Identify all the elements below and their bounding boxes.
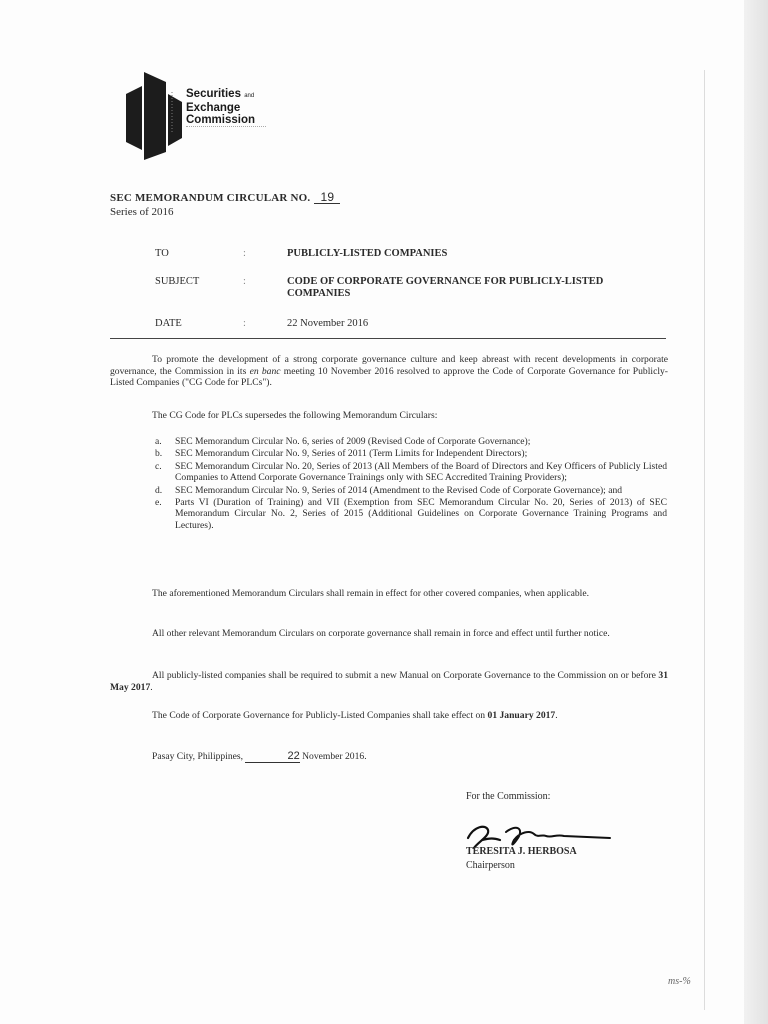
list-item bbox=[155, 485, 667, 496]
page-handwritten-mark: ms-% bbox=[668, 976, 691, 987]
for-the-commission: For the Commission: bbox=[466, 791, 551, 802]
subject-value: CODE OF CORPORATE GOVERNANCE FOR PUBLICLY-LISTED COMPANIES bbox=[287, 276, 604, 299]
list-item-text: SEC Memorandum Circular No. 6, series of 2009 (Revised Code of Corporate Governance); bbox=[175, 436, 531, 447]
paragraph-supersedes: The CG Code for PLCs supersedes the following Memorandum Circulars: bbox=[152, 410, 438, 421]
list-item-text: SEC Memorandum Circular No. 9, Series of 2014 (Amendment to the Revised Code of Corporate Governance); and bbox=[175, 484, 623, 496]
paragraph-effectivity bbox=[110, 710, 668, 722]
memo-series: Series of 2016 bbox=[110, 206, 174, 218]
list-item bbox=[155, 436, 667, 447]
list-item-text: Parts VI (Duration of Training) and VII (Exemption from SEC Memorandum Circular No. 20, Series of 2013) of SEC Memorandum Circular No. 2, Series of 2015 (Additional Guidelines on Corporate Governance Training Programs and Lectures). bbox=[175, 497, 667, 531]
to-value: PUBLICLY-LISTED COMPANIES bbox=[287, 248, 448, 259]
place-date-text: November 2016. bbox=[299, 751, 367, 762]
intro-text-emphasis: en banc bbox=[249, 365, 281, 377]
signer-title: Chairperson bbox=[466, 860, 515, 871]
list-item bbox=[155, 461, 667, 484]
page-edge-shadow bbox=[744, 0, 768, 1024]
paragraph-manual-deadline bbox=[110, 670, 668, 693]
memo-heading-label: SEC MEMORANDUM CIRCULAR NO. bbox=[110, 192, 311, 204]
effectivity-text-c: . bbox=[555, 710, 558, 721]
superseded-circulars-list bbox=[155, 436, 667, 532]
paragraph-place-date bbox=[110, 751, 668, 763]
to-colon: : bbox=[243, 248, 246, 259]
page-fold-line bbox=[704, 70, 705, 1010]
list-item-letter: e. bbox=[155, 497, 162, 509]
list-item-text: SEC Memorandum Circular No. 20, Series of 2013 (All Members of the Board of Directors and Key Officers of Publicly Listed Companies to Attend Corporate Governance Trainings only with SEC Accredited Training Providers); bbox=[175, 460, 667, 484]
paragraph-remain-effect: The aforementioned Memorandum Circulars shall remain in effect for other covered companies, when applicable. bbox=[152, 588, 589, 599]
memo-number: 19 bbox=[314, 191, 340, 204]
header-divider bbox=[110, 338, 666, 339]
manual-text-c: . bbox=[150, 681, 153, 693]
list-item-text: SEC Memorandum Circular No. 9, Series of 2011 (Term Limits for Independent Directors); bbox=[175, 448, 528, 460]
list-item-letter: b. bbox=[155, 448, 163, 460]
subject-colon: : bbox=[243, 276, 246, 287]
manual-text-a: All publicly-listed companies shall be required to submit a new Manual on Corporate Governance to the Commission on or before bbox=[152, 670, 659, 681]
list-item bbox=[155, 497, 667, 531]
intro-text-b: meeting 10 November 2016 resolved to approve the Code of Corporate Governance for Publicly-Listed Companies ("CG Code for PLCs"). bbox=[110, 365, 668, 389]
paragraph-intro bbox=[110, 354, 668, 389]
list-item-letter: a. bbox=[155, 436, 162, 447]
signer-name: TERESITA J. HERBOSA bbox=[466, 846, 577, 857]
date-label: DATE bbox=[155, 318, 182, 329]
sec-logo-icon bbox=[126, 72, 186, 162]
logo-line-3: Commission bbox=[186, 114, 256, 126]
effectivity-text-a: The Code of Corporate Governance for Publicly-Listed Companies shall take effect on bbox=[152, 710, 488, 721]
list-item-letter: d. bbox=[155, 484, 163, 496]
logo-line-2: Exchange bbox=[186, 102, 241, 114]
to-label: TO bbox=[155, 248, 169, 259]
paragraph-remain-force: All other relevant Memorandum Circulars on corporate governance shall remain in force and effect until further notice. bbox=[152, 628, 610, 639]
effectivity-date: 01 January 2017 bbox=[487, 710, 556, 721]
place-text: Pasay City, Philippines, bbox=[152, 751, 246, 762]
sec-logo-wordmark bbox=[186, 88, 255, 126]
sec-logo bbox=[126, 72, 296, 162]
signing-day: 22 bbox=[245, 751, 299, 763]
subject-label: SUBJECT bbox=[155, 276, 200, 287]
list-item bbox=[155, 448, 667, 459]
memo-heading bbox=[110, 191, 340, 204]
date-colon: : bbox=[243, 318, 246, 329]
logo-tagline-rule bbox=[186, 126, 266, 129]
intro-text-a: To promote the development of a strong corporate governance culture and keep abreast with recent developments in corporate governance, the Commission in its bbox=[110, 354, 668, 377]
date-value: 22 November 2016 bbox=[287, 318, 369, 329]
logo-and: and bbox=[244, 93, 255, 99]
logo-line-1: Securities bbox=[186, 88, 241, 100]
manual-deadline-date: 31 May 2017 bbox=[110, 670, 668, 693]
list-item-letter: c. bbox=[155, 460, 162, 472]
